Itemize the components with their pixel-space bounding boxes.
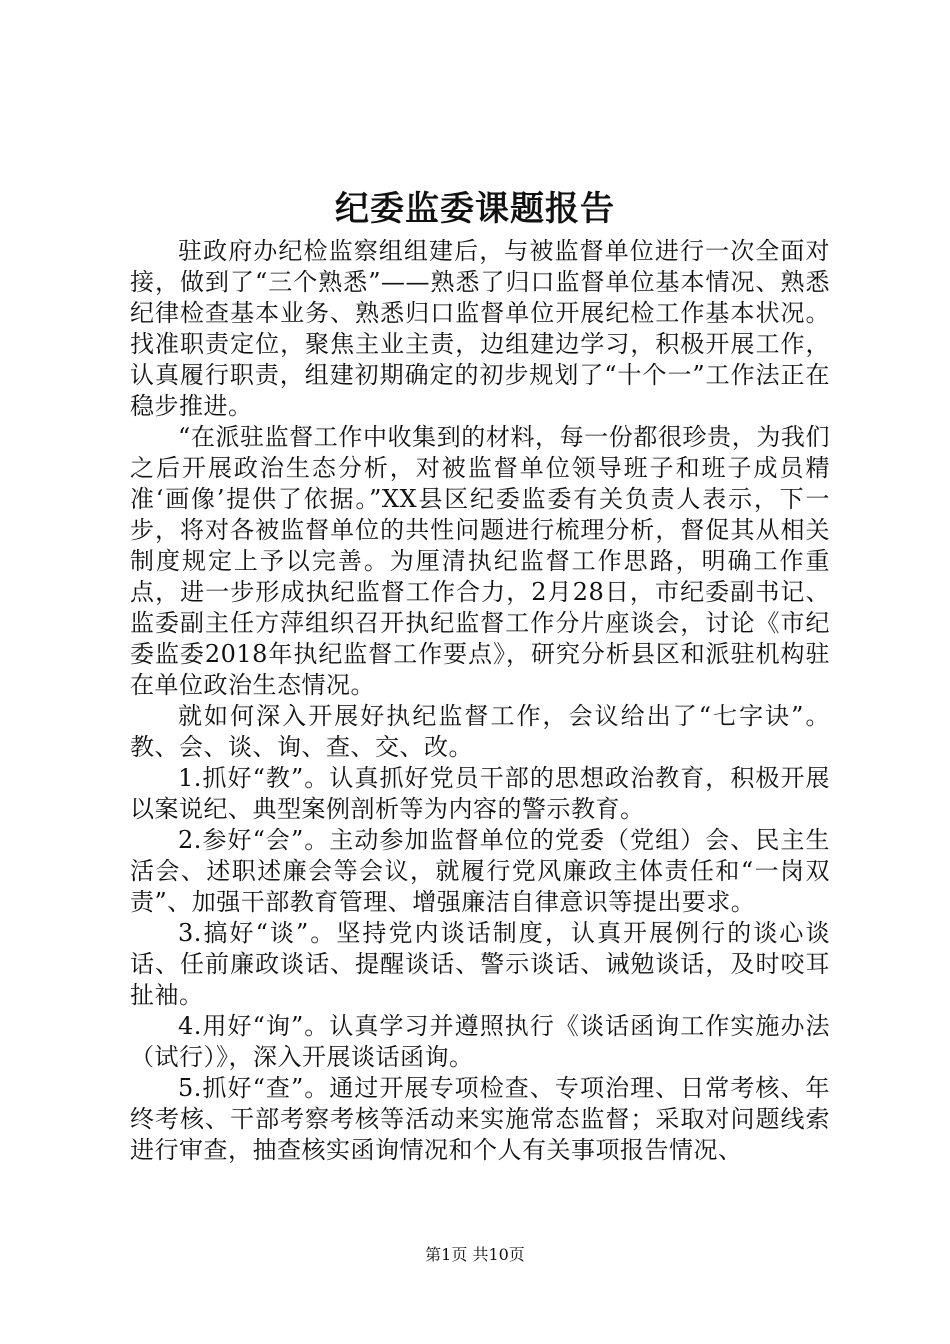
paragraph-7: 4.用好“询”。认真学习并遵照执行《谈话函询工作实施办法（试行）》，深入开展谈话函询。 bbox=[130, 1012, 830, 1071]
paragraph-5: 2.参好“会”。主动参加监督单位的党委（党组）会、民主生活会、述职述廉会等会议，就履行党风廉政主体责任和“一岗双责”、加强干部教育管理、增强廉洁自律意识等提出要求。 bbox=[130, 826, 830, 916]
paragraph-2: “在派驻监督工作中收集到的材料，每一份都很珍贵，为我们之后开展政治生态分析，对被监督单位领导班子和班子成员精准‘画像’提供了依据。”XX县区纪委监委有关负责人表示，下一步，将对各被监督单位的共性问题进行梳理分析，督促其从相关制度规定上予以完善。为厘清执纪监督工作思路，明确工作重点，进一步形成执纪监督工作合力，2月28日，市纪委副书记、监委副主任方萍组织召开执纪监督工作分片座谈会，讨论《市纪委监委2018年执纪监督工作要点》，研究分析县区和派驻机构驻在单位政治生态情况。 bbox=[130, 423, 830, 699]
document-title: 纪委监委课题报告 bbox=[335, 189, 615, 229]
document-body bbox=[130, 236, 830, 1166]
paragraph-4: 1.抓好“教”。认真抓好党员干部的思想政治教育，积极开展以案说纪、典型案例剖析等为内容的警示教育。 bbox=[130, 764, 830, 823]
paragraph-6: 3.搞好“谈”。坚持党内谈话制度，认真开展例行的谈心谈话、任前廉政谈话、提醒谈话、警示谈话、诫勉谈话，及时咬耳扯袖。 bbox=[130, 919, 830, 1009]
paragraph-3: 就如何深入开展好执纪监督工作，会议给出了“七字诀”。教、会、谈、询、查、交、改。 bbox=[130, 702, 830, 761]
paragraph-1: 驻政府办纪检监察组组建后，与被监督单位进行一次全面对接，做到了“三个熟悉”——熟悉了归口监督单位基本情况、熟悉纪律检查基本业务、熟悉归口监督单位开展纪检工作基本状况。找准职责定位，聚焦主业主责，边组建边学习，积极开展工作，认真履行职责，组建初期确定的初步规划了“十个一”工作法正在稳步推进。 bbox=[130, 237, 830, 420]
paragraph-8: 5.抓好“查”。通过开展专项检查、专项治理、日常考核、年终考核、干部考察考核等活动来实施常态监督；采取对问题线索进行审查，抽查核实函询情况和个人有关事项报告情况、 bbox=[130, 1074, 830, 1164]
page-footer: 第1页 共10页 bbox=[425, 1245, 525, 1264]
